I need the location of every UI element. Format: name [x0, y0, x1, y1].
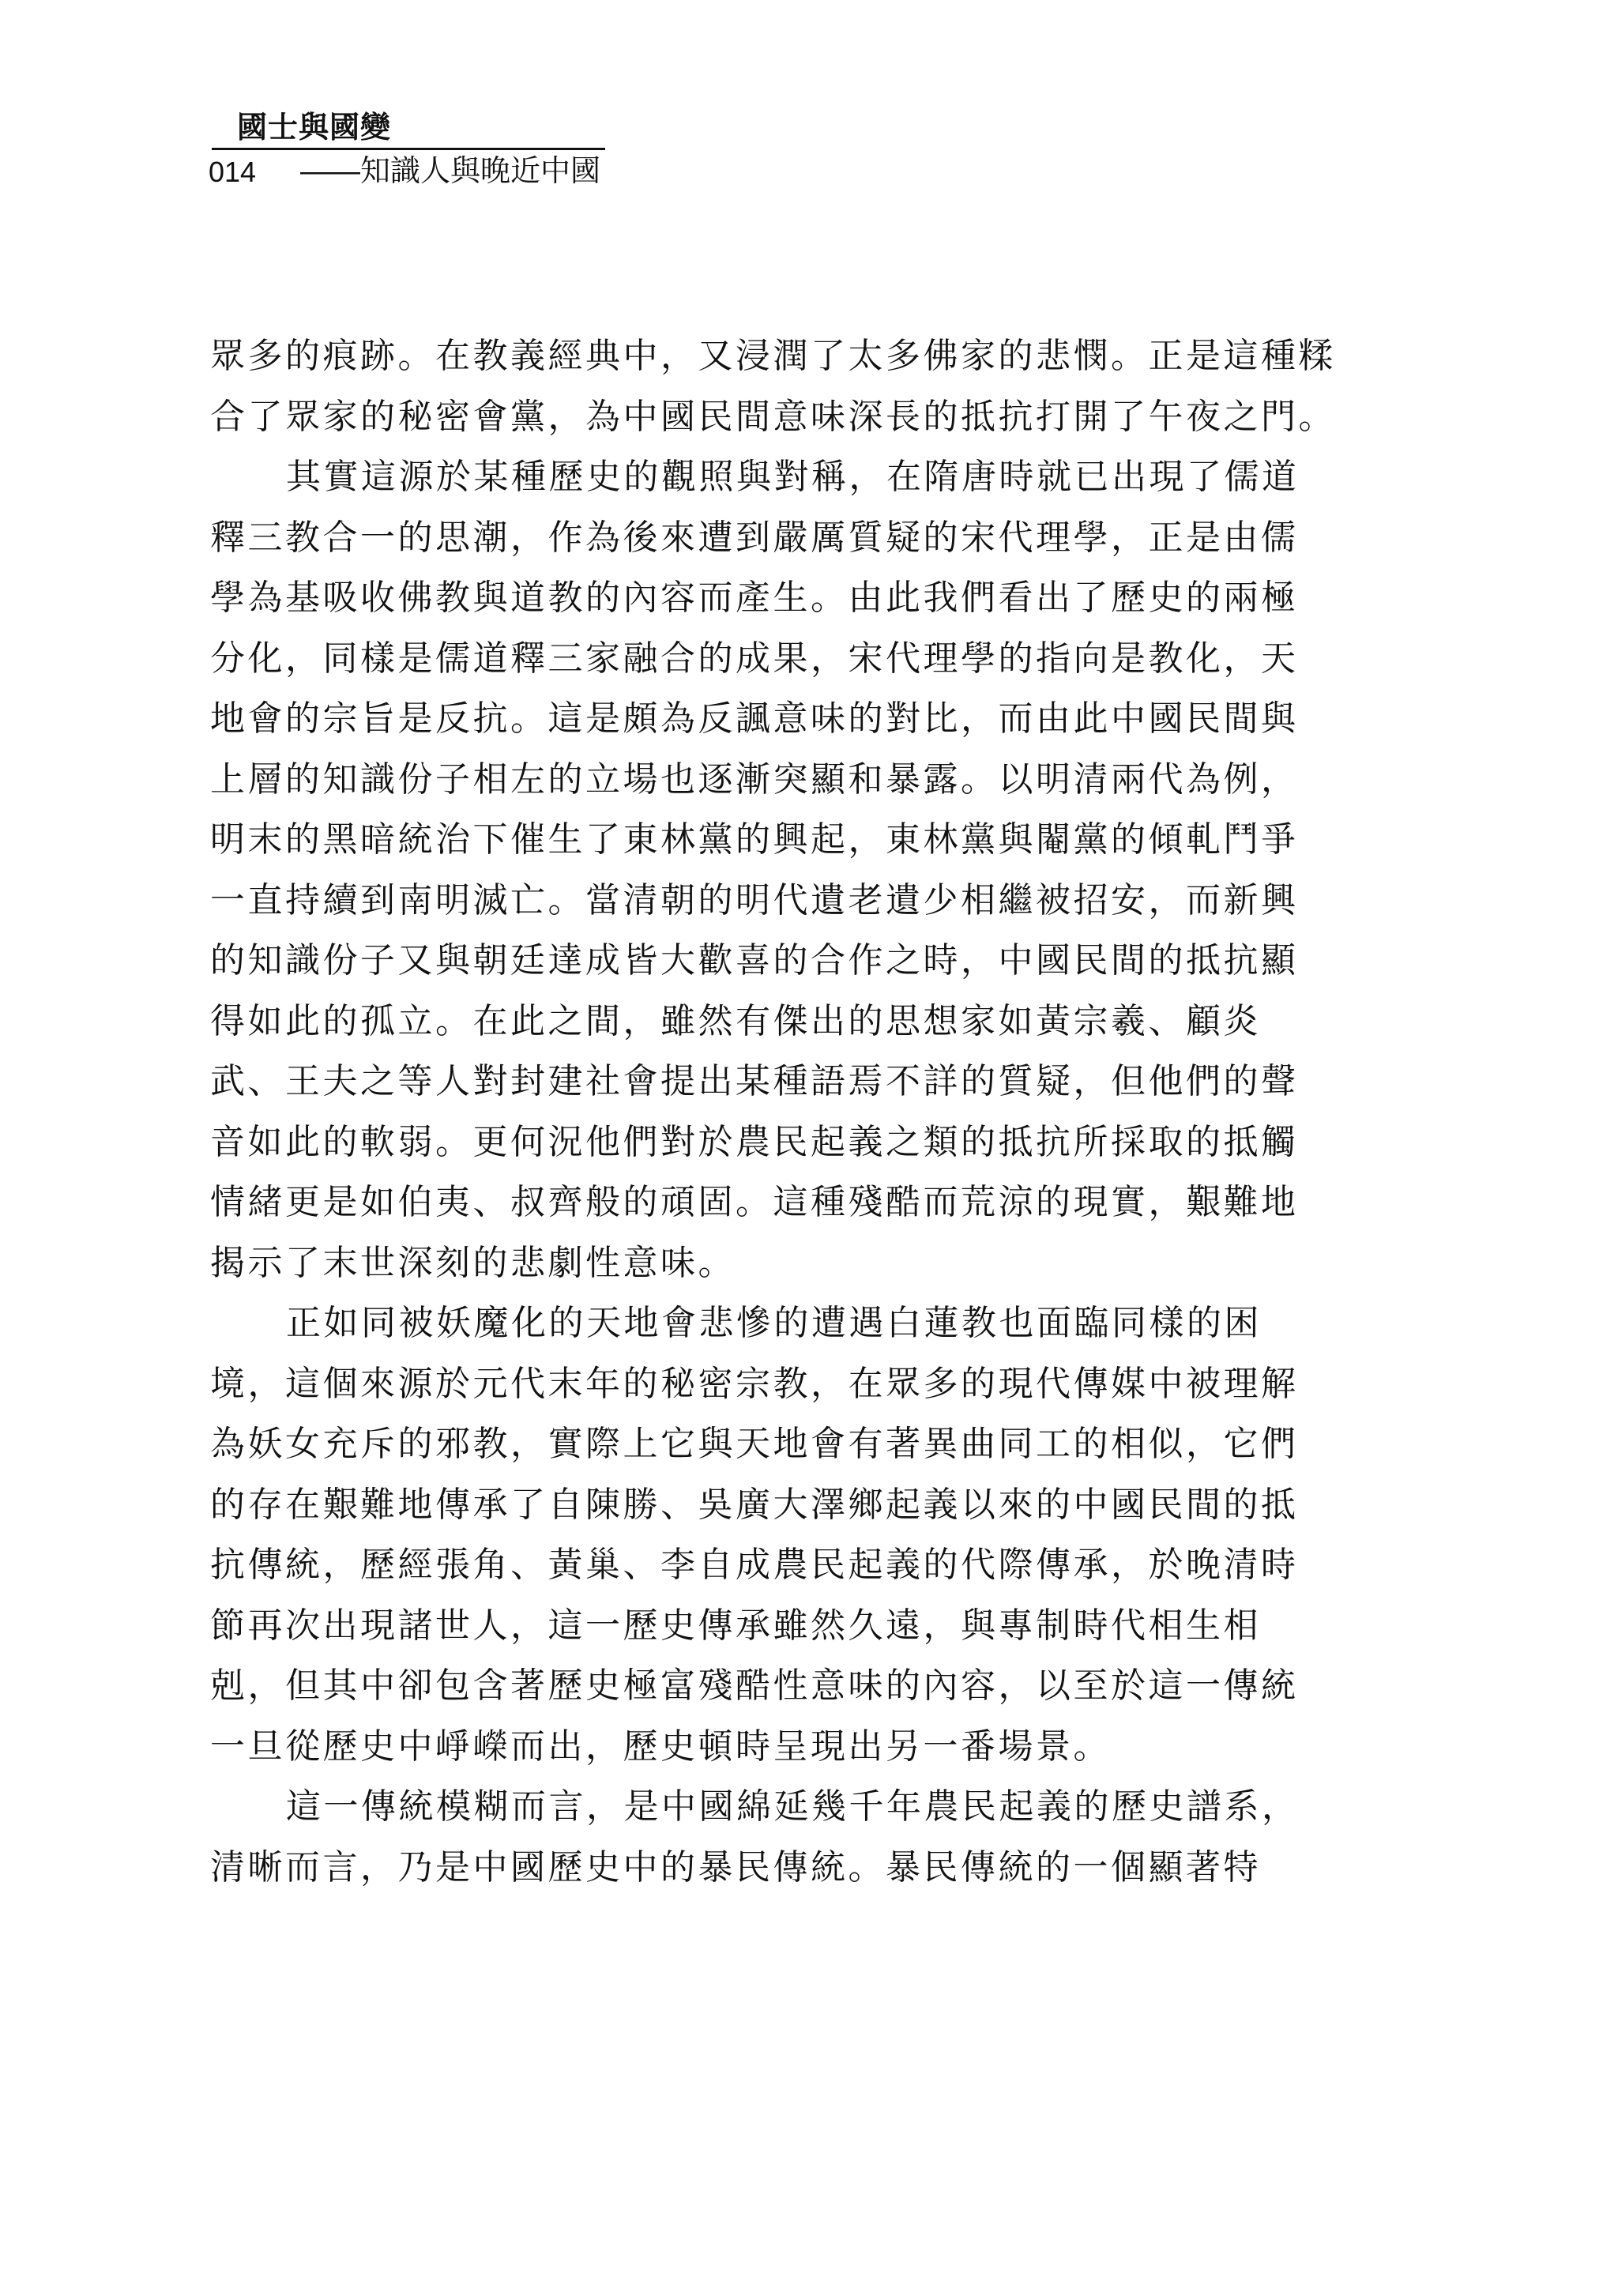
running-header-book-title: 國士與國變	[237, 111, 392, 145]
text-line: 為妖女充斥的邪教，實際上它與天地會有著異曲同工的相似，它們	[210, 1424, 1299, 1464]
text-line: 境，這個來源於元代末年的秘密宗教，在眾多的現代傳媒中被理解	[210, 1363, 1299, 1404]
text-line: 的存在艱難地傳承了自陳勝、吳廣大澤鄉起義以來的中國民間的抵	[210, 1484, 1299, 1525]
text-line: 合了眾家的秘密會黨，為中國民間意味深長的抵抗打開了午夜之門。	[210, 396, 1336, 437]
text-line: 分化，同樣是儒道釋三家融合的成果，宋代理學的指向是教化，天	[210, 638, 1299, 679]
paragraph-start-line: 正如同被妖魔化的天地會悲慘的遭遇白蓮教也面臨同樣的困	[286, 1303, 1262, 1343]
text-line: 清晰而言，乃是中國歷史中的暴民傳統。暴民傳統的一個顯著特	[210, 1846, 1261, 1888]
running-header-subtitle: ——知識人與晚近中國	[300, 155, 601, 188]
text-line: 釋三教合一的思潮，作為後來遭到嚴厲質疑的宋代理學，正是由儒	[210, 517, 1299, 558]
text-line: 一直持續到南明滅亡。當清朝的明代遺老遺少相繼被招安，而新興	[210, 879, 1299, 920]
text-line: 地會的宗旨是反抗。這是頗為反諷意味的對比，而由此中國民間與	[210, 698, 1299, 739]
paragraph-start-line: 其實這源於某種歷史的觀照與對稱，在隋唐時就已出現了儒道	[286, 457, 1300, 497]
text-line: 上層的知識份子相左的立場也逐漸突顯和暴露。以明清兩代為例，	[210, 758, 1299, 800]
text-line: 的知識份子又與朝廷達成皆大歡喜的合作之時，中國民間的抵抗顯	[210, 940, 1299, 981]
page-number: 014	[209, 156, 257, 188]
text-line: 節再次出現諸世人，這一歷史傳承雖然久遠，與專制時代相生相	[210, 1605, 1261, 1646]
text-line: 明末的黑暗統治下催生了東林黨的興起，東林黨與閹黨的傾軋鬥爭	[210, 819, 1299, 860]
body-text	[210, 326, 1354, 1898]
text-line: 音如此的軟弱。更何況他們對於農民起義之類的抵抗所採取的抵觸	[210, 1121, 1299, 1162]
text-line: 眾多的痕跡。在教義經典中，又浸潤了太多佛家的悲憫。正是這種糅	[210, 336, 1336, 376]
text-line: 揭示了末世深刻的悲劇性意味。	[210, 1242, 736, 1283]
text-line: 武、王夫之等人對封建社會提出某種語焉不詳的質疑，但他們的聲	[210, 1061, 1299, 1101]
paragraph-start-line: 這一傳統模糊而言，是中國綿延幾千年農民起義的歷史譜系，	[286, 1786, 1300, 1827]
text-line: 情緒更是如伯夷、叔齊般的頑固。這種殘酷而荒涼的現實，艱難地	[210, 1182, 1299, 1222]
text-line: 得如此的孤立。在此之間，雖然有傑出的思想家如黃宗羲、顧炎	[210, 1000, 1261, 1041]
text-line: 學為基吸收佛教與道教的內容而產生。由此我們看出了歷史的兩極	[210, 578, 1299, 618]
text-line: 剋，但其中卻包含著歷史極富殘酷性意味的內容，以至於這一傳統	[210, 1666, 1299, 1706]
text-line: 抗傳統，歷經張角、黃巢、李自成農民起義的代際傳承，於晚清時	[210, 1545, 1299, 1585]
running-header-rule	[212, 148, 605, 150]
text-line: 一旦從歷史中崢嶸而出，歷史頓時呈現出另一番場景。	[210, 1726, 1111, 1767]
